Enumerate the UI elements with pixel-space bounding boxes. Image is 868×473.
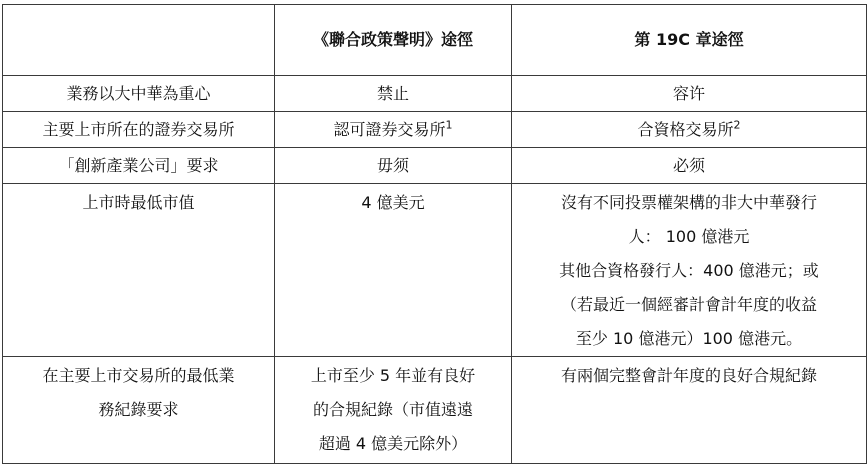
comparison-table xyxy=(2,4,867,464)
header-chapter-19c: 第 19C 章途徑 xyxy=(512,5,867,76)
cell-chapter-19c: 容许 xyxy=(512,76,867,112)
table-row xyxy=(3,112,867,148)
cell-line: 其他合資格發行人：400 億港元；或 xyxy=(559,261,819,280)
cell-line: 至少 10 億港元）100 億港元。 xyxy=(575,329,803,348)
table-row xyxy=(3,357,867,464)
table-header-row xyxy=(3,5,867,76)
cell-joint-policy xyxy=(275,112,512,148)
cell-line: 人： 100 億港元 xyxy=(628,227,750,246)
header-joint-policy: 《聯合政策聲明》途徑 xyxy=(275,5,512,76)
table-row xyxy=(3,76,867,112)
cell-line: 的合規紀錄（市值遠遠 xyxy=(312,400,473,419)
cell-line: （若最近一個經審計會計年度的收益 xyxy=(560,295,817,314)
row-label: 業務以大中華為重心 xyxy=(3,76,275,112)
cell-text: 認可證券交易所 xyxy=(333,119,446,139)
table-row xyxy=(3,184,867,357)
cell-joint-policy: 禁止 xyxy=(275,76,512,112)
footnote-ref-1: 1 xyxy=(445,118,453,132)
cell-line: 沒有不同投票權架構的非大中華發行 xyxy=(560,193,817,212)
cell-chapter-19c xyxy=(512,184,867,357)
cell-chapter-19c: 有兩個完整會計年度的良好合規紀錄 xyxy=(512,357,867,464)
table-row xyxy=(3,148,867,184)
cell-chapter-19c xyxy=(512,112,867,148)
cell-joint-policy: 毋须 xyxy=(275,148,512,184)
label-line: 在主要上市交易所的最低業 xyxy=(42,366,235,385)
row-label: 上市時最低市值 xyxy=(3,184,275,357)
cell-line: 上市至少 5 年並有良好 xyxy=(310,366,476,385)
cell-joint-policy xyxy=(275,357,512,464)
header-empty-cell xyxy=(3,5,275,76)
cell-chapter-19c: 必须 xyxy=(512,148,867,184)
label-line: 務紀錄要求 xyxy=(98,400,179,419)
cell-joint-policy: 4 億美元 xyxy=(275,184,512,357)
row-label xyxy=(3,357,275,464)
footnote-ref-2: 2 xyxy=(733,118,741,132)
cell-line: 超過 4 億美元除外） xyxy=(318,434,468,453)
row-label: 主要上市所在的證券交易所 xyxy=(3,112,275,148)
row-label: 「創新產業公司」要求 xyxy=(3,148,275,184)
cell-text: 合資格交易所 xyxy=(637,119,734,139)
